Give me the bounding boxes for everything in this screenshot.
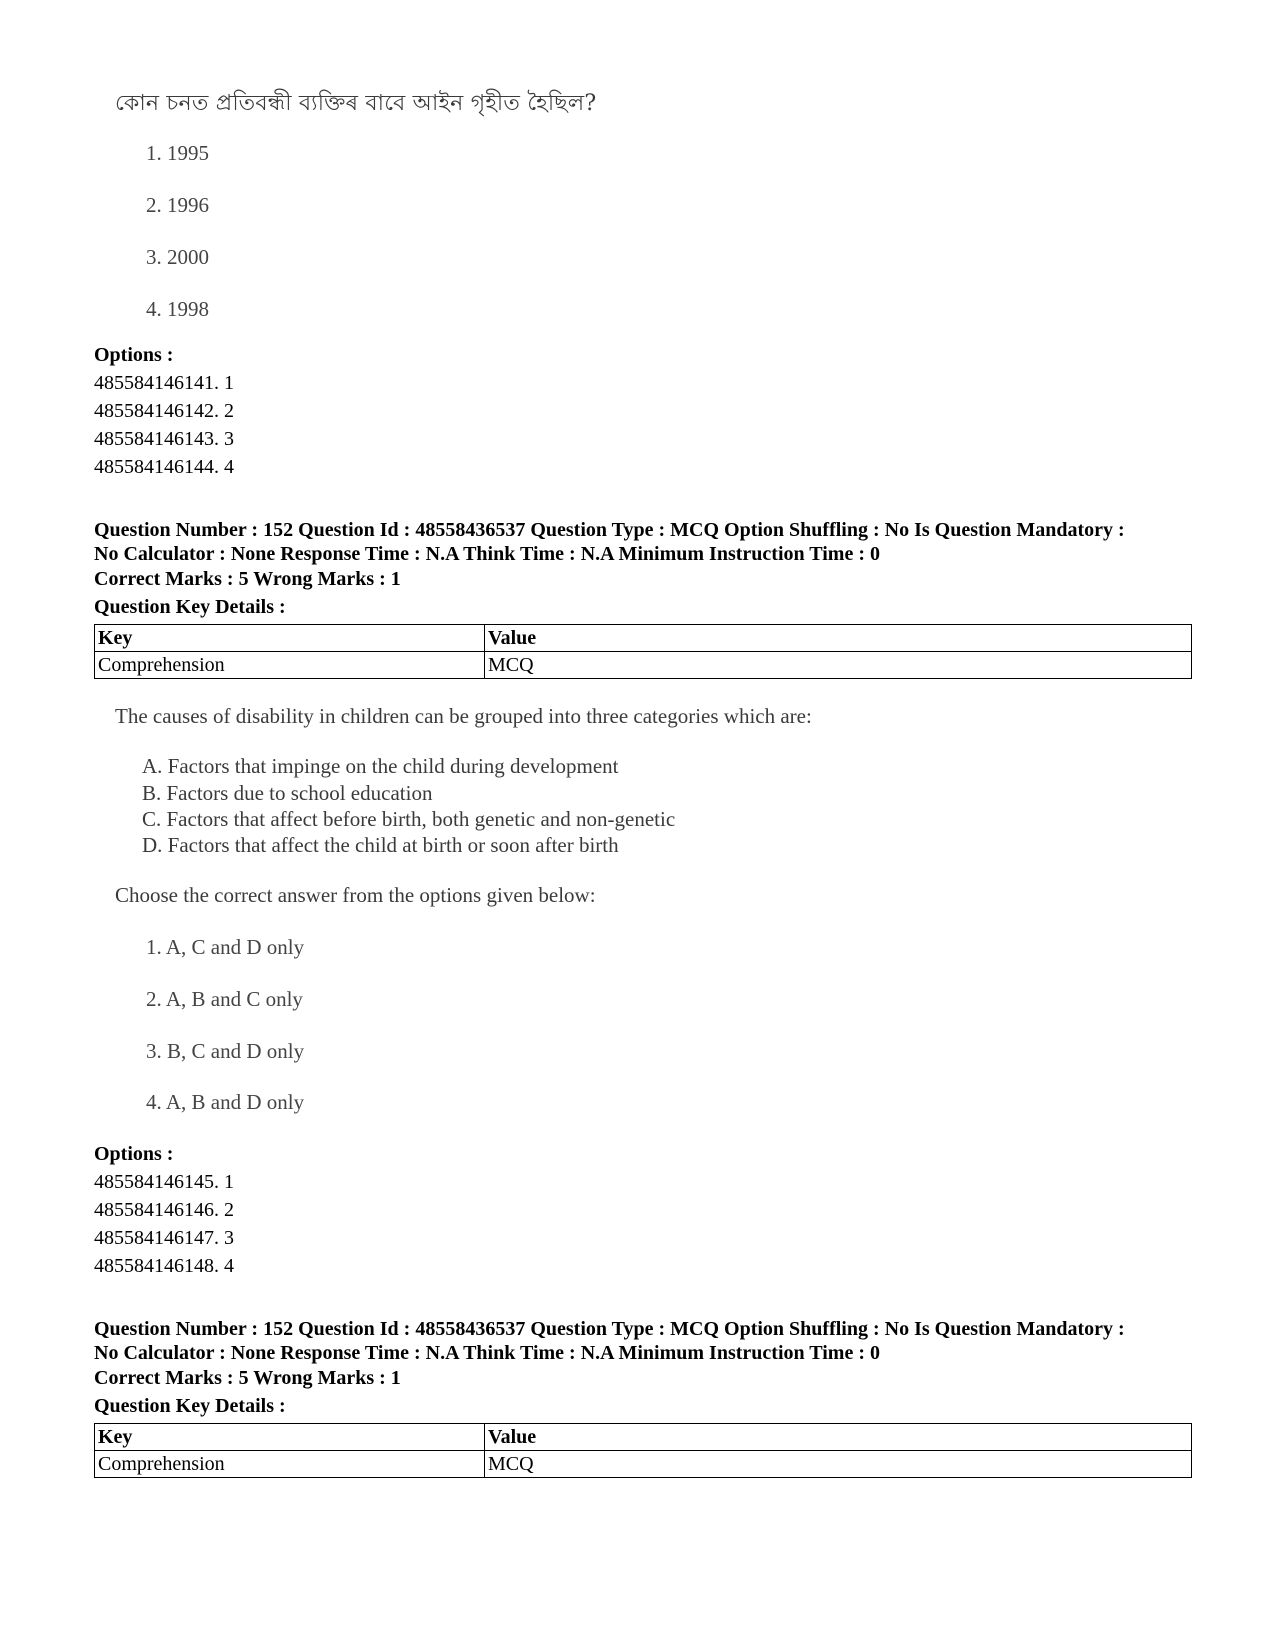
option-id-line: 485584146144. 4 — [94, 456, 234, 478]
choice-item: 3. 2000 — [146, 245, 209, 269]
marks-line: Correct Marks : 5 Wrong Marks : 1 — [94, 568, 401, 590]
statement-item: B. Factors due to school education — [142, 781, 433, 805]
statement-item: A. Factors that impinge on the child during development — [142, 754, 619, 778]
option-id-line: 485584146146. 2 — [94, 1199, 234, 1221]
choice-item: 4. A, B and D only — [146, 1090, 305, 1114]
key-details-table — [94, 1423, 1192, 1478]
options-label: Options : — [94, 344, 174, 366]
choice-item: 2. A, B and C only — [146, 987, 303, 1011]
table-header-row — [95, 1424, 1192, 1451]
option-id-line: 485584146142. 2 — [94, 400, 234, 422]
key-details-label: Question Key Details : — [94, 1395, 286, 1417]
choice-item: 1. 1995 — [146, 141, 209, 165]
choice-item: 2. 1996 — [146, 193, 209, 217]
table-header-value: Value — [485, 1424, 1192, 1451]
marks-line: Correct Marks : 5 Wrong Marks : 1 — [94, 1367, 401, 1389]
question-meta-line2: No Calculator : None Response Time : N.A Think Time : N.A Minimum Instruction Time : 0 — [94, 543, 880, 565]
choice-item: 1. A, C and D only — [146, 935, 305, 959]
question-meta-line1: Question Number : 152 Question Id : 48558436537 Question Type : MCQ Option Shuffling : No Is Question Mandatory : — [94, 519, 1125, 541]
key-details-label: Question Key Details : — [94, 596, 286, 618]
table-cell-key: Comprehension — [95, 652, 485, 679]
question-meta — [94, 1317, 1204, 1365]
statement-item: D. Factors that affect the child at birth or soon after birth — [142, 833, 619, 857]
option-id-line: 485584146148. 4 — [94, 1255, 234, 1277]
choice-item: 3. B, C and D only — [146, 1039, 305, 1063]
statement-item: C. Factors that affect before birth, both genetic and non-genetic — [142, 807, 676, 831]
option-id-line: 485584146143. 3 — [94, 428, 234, 450]
instruction-text: Choose the correct answer from the options given below: — [115, 883, 596, 907]
question-stem: The causes of disability in children can be grouped into three categories which are: — [115, 704, 812, 728]
choice-item: 4. 1998 — [146, 297, 209, 321]
question-stem: কোন চনত প্ৰতিবন্ধী ব্যক্তিৰ বাবে আইন গৃহীত হৈছিল? — [115, 91, 597, 116]
question-meta-line2: No Calculator : None Response Time : N.A Think Time : N.A Minimum Instruction Time : 0 — [94, 1342, 880, 1364]
table-header-value: Value — [485, 625, 1192, 652]
question-meta-line1: Question Number : 152 Question Id : 48558436537 Question Type : MCQ Option Shuffling : No Is Question Mandatory : — [94, 1318, 1125, 1340]
options-label: Options : — [94, 1143, 174, 1165]
table-cell-value: MCQ — [485, 1451, 1192, 1478]
table-header-row — [95, 625, 1192, 652]
option-id-line: 485584146145. 1 — [94, 1171, 234, 1193]
table-cell-key: Comprehension — [95, 1451, 485, 1478]
option-id-line: 485584146147. 3 — [94, 1227, 234, 1249]
table-header-key: Key — [95, 625, 485, 652]
table-cell-value: MCQ — [485, 652, 1192, 679]
table-row — [95, 1451, 1192, 1478]
key-details-table — [94, 624, 1192, 679]
table-header-key: Key — [95, 1424, 485, 1451]
question-meta — [94, 518, 1204, 566]
option-id-line: 485584146141. 1 — [94, 372, 234, 394]
table-row — [95, 652, 1192, 679]
